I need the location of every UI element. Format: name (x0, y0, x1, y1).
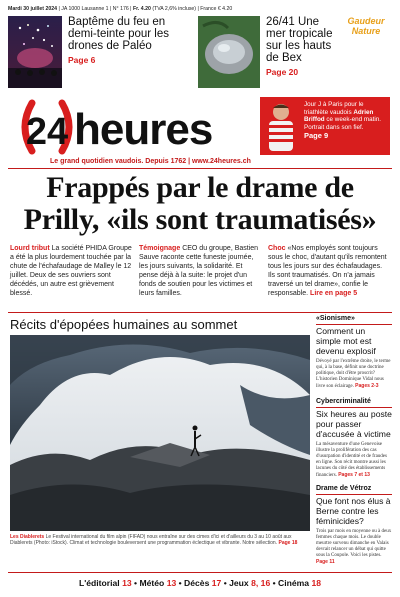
index-item[interactable]: L'éditorial 13 (78, 578, 132, 588)
column-kicker: Témoignage (139, 245, 181, 252)
read-more-link[interactable]: Lire en page 5 (310, 290, 358, 297)
promo-box[interactable] (260, 97, 390, 155)
lead-column[interactable] (139, 244, 261, 298)
teaser-page: Page 6 (68, 55, 96, 65)
teaser-bex[interactable] (198, 16, 392, 92)
sidebar (316, 315, 392, 567)
column-text: CEO du groupe, Bastien Sauve raconte cette funeste journée, les jours suivants, la solidarité. Et pense déjà à la suite: le projet d'un fonds de soutien pour les victimes et leurs familles. (139, 245, 259, 297)
photo-caption (10, 534, 310, 546)
issue-date: Mardi 30 juillet 2024 (8, 6, 58, 12)
caption-text: Le Festival international du film alpin (FIFAD) nous entraîne sur des cimes d'ici et d'ailleurs du 3 au 10 août aux Diablerets (Photo: iStock). Climat et technologie bouleversent une programmation éclectique et vibrante. Notre sélection. (10, 534, 292, 547)
lead-column[interactable] (268, 244, 390, 298)
sidebar-item-sionisme[interactable] (316, 315, 392, 390)
teaser-page: Page 20 (266, 67, 299, 77)
promo-page: Page 9 (304, 131, 329, 141)
sidebar-body: Trois par mois en moyenne ou à deux femmes chaque mois. Le double meurtre survenu dimanche en Valais devrait relancer un débat qui quitte sous la Coupole. Voici les pistes. (316, 529, 392, 559)
divider (8, 168, 392, 169)
issue-info-bar: Mardi 30 juillet 2024 | JA 1000 Lausanne 1 | N° 176 | Fr. 4.20 (TVA 2,6% incluse) | France € 4.20 (8, 6, 233, 12)
sidebar-body: Dévoyé par l'extrême droite, le terme qui, à la base, définit une doctrine politique, doit d'être proscrit? L'historien Dominique Vidal nous livre son éclairage. (316, 359, 391, 390)
index-item[interactable]: Météo 13 (139, 578, 177, 588)
teaser-title: 26/41 Une mer tropicale sur les hauts de Bex (266, 16, 333, 64)
tagline: Le grand quotidien vaudois. Depuis 1762 | www.24heures.ch (50, 158, 251, 165)
gaudeur-nature-logo: Gaudeur Nature (347, 16, 385, 36)
logo-word: heures (74, 105, 213, 154)
index-item[interactable]: Cinéma 18 (278, 578, 322, 588)
sidebar-page: Page 11 (316, 559, 335, 566)
caption-page: Page 18 (278, 540, 298, 547)
caption-kicker: Les Diablerets (10, 534, 45, 540)
drones-photo (8, 16, 62, 88)
index-item[interactable]: Décès 17 (184, 578, 222, 588)
promo-text2: ce week-end matin. Portrait dans son fief. (304, 116, 381, 131)
lead-columns (10, 244, 390, 310)
index-item[interactable]: Jeux 8, 16 (229, 578, 271, 588)
teaser-row (8, 16, 392, 96)
column-kicker: Choc (268, 245, 286, 252)
sidebar-kicker: Cybercriminalité (316, 398, 392, 408)
divider (8, 312, 392, 313)
issue-price-note: (TVA 2,6% incluse) | France € 4.20 (152, 6, 233, 12)
ice-cave-photo (10, 335, 310, 531)
column-text: «Nos employés sont toujours sous le choc, d'autant qu'ils remontent tous les jours sur des échafaudages. Ils sont traumatisés. On n'a jamais traversé un tel drame», confie le responsable. (268, 245, 387, 297)
lead-column[interactable] (10, 244, 132, 298)
main-headline[interactable]: Frappés par le drame de Prilly, «ils sont traumatisés» (23, 171, 377, 236)
sidebar-kicker: Drame de Vétroz (316, 485, 392, 495)
sidebar-item-cyber[interactable] (316, 398, 392, 479)
column-text: La société PHIDA Groupe a été la plus lourdement touchée par la chute de l'échafaudage de Malley le 12 juillet. Deux de ses ouvriers sont décédés, un autre est grièvement blessé. (10, 245, 132, 297)
sidebar-body: La mésaventure d'une Genevoise illustre la prolifération des cas d'usurpation d'identité et de fraudes en ligne. Son récit montre aussi les lacunes du côté des établissements financiers. (316, 442, 387, 479)
sidebar-headline: Six heures au poste pour passer d'accusée à victime (316, 409, 392, 439)
sidebar-kicker: «Sionisme» (316, 315, 392, 325)
mineral-photo (198, 16, 260, 88)
24heures-logo[interactable] (14, 97, 269, 157)
column-kicker: Lourd tribut (10, 245, 50, 252)
logo-number: 24 (25, 111, 69, 153)
sidebar-page: Pages 2-3 (355, 383, 379, 390)
photo-title[interactable]: Récits d'épopées humaines au sommet (10, 317, 238, 332)
promo-name: Adrien Briffod (304, 108, 374, 124)
teaser-title: Baptême du feu en demi-teinte pour les drones de Paléo (68, 16, 169, 52)
page-index: L'éditorial 13 • Météo 13 • Décès 17 • Jeux 8, 16 • Cinéma 18 (8, 572, 392, 592)
sidebar-item-vetroz[interactable] (316, 485, 392, 566)
masthead (0, 97, 400, 165)
promo-text: Jour J à Paris pour le triathlète vaudois (304, 101, 364, 116)
sidebar-headline: Que font nos élus à Berne contre les féminicides? (316, 496, 391, 526)
teaser-paleo[interactable] (8, 16, 188, 92)
feature-photo-block (10, 315, 310, 565)
athlete-portrait (264, 101, 298, 151)
sidebar-headline: Comment un simple mot est devenu explosif (316, 326, 376, 356)
sidebar-page: Pages 7 et 13 (338, 472, 370, 479)
issue-price: Fr. 4.20 (132, 6, 151, 12)
issue-edition: JA 1000 Lausanne 1 | N° 176 (61, 6, 129, 12)
